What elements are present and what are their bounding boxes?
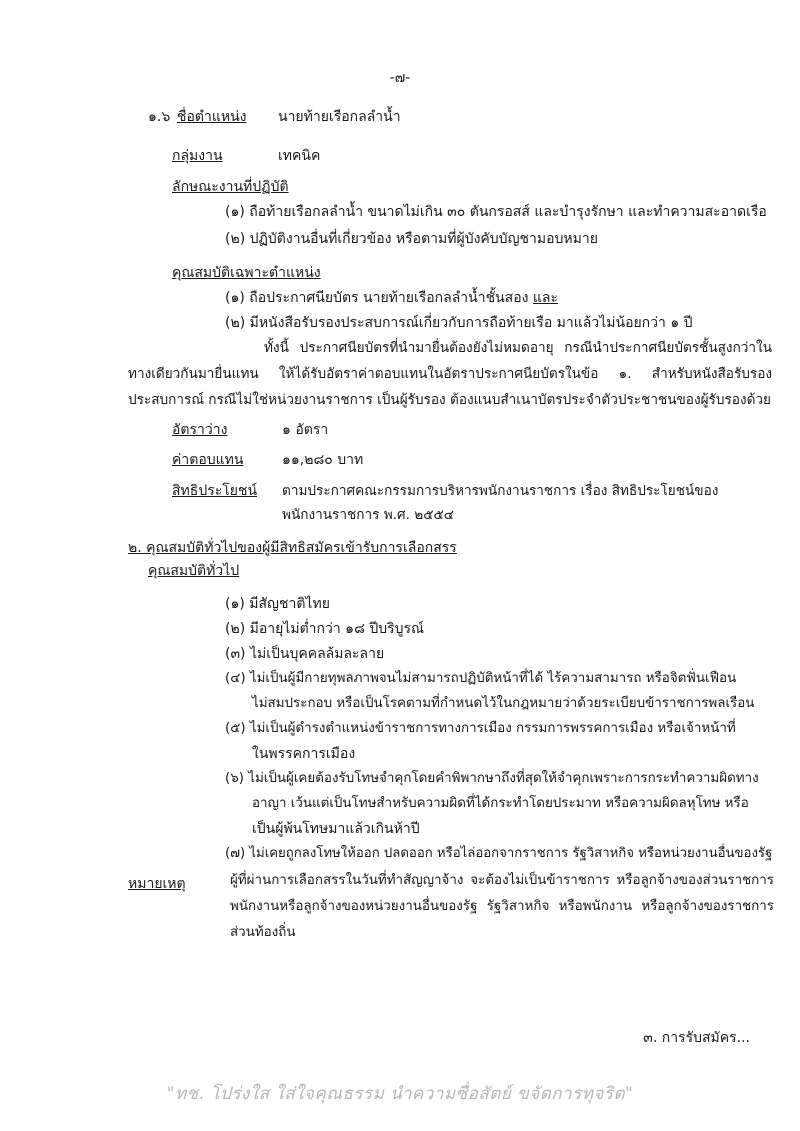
qualification-item: (๒) มีหนังสือรับรองประสบการณ์เกี่ยวกับการถือท้ายเรือ มาแล้วไม่น้อยกว่า ๑ ปี — [225, 315, 693, 331]
qualification-item — [225, 288, 558, 308]
general-qual-item: อาญา เว้นแต่เป็นโทษสำหรับความผิดที่ได้กระทำโดยประมาท หรือความผิดลหุโทษ หรือ — [252, 796, 749, 811]
pay-label: ค่าตอบแทน — [172, 452, 244, 468]
continuation-text: ๓. การรับสมัคร... — [643, 1030, 750, 1046]
section2-subheading: คุณสมบัติทั่วไป — [148, 563, 240, 579]
general-qual-item: (๔) ไม่เป็นผู้มีกายทุพลภาพจนไม่สามารถปฏิบัติหน้าที่ได้ ไร้ความสามารถ หรือจิตฟั่นเฟือน — [225, 671, 737, 686]
duty-item: (๑) ถือท้ายเรือกลลำน้ำ ขนาดไม่เกิน ๓๐ ตันกรอสส์ และบำรุงรักษา และทำความสะอาดเรือ — [225, 204, 767, 220]
pay-value: ๑๑,๒๘๐ บาท — [282, 452, 364, 468]
general-qual-item: (๑) มีสัญชาติไทย — [225, 596, 330, 612]
position-name-label: ชื่อตำแหน่ง — [177, 109, 247, 125]
general-qual-item: (๒) มีอายุไม่ต่ำกว่า ๑๘ ปีบริบูรณ์ — [225, 621, 425, 637]
duty-item: (๒) ปฏิบัติงานอื่นที่เกี่ยวข้อง หรือตามที่ผู้บังคับบัญชามอบหมาย — [225, 231, 598, 247]
general-qual-item: เป็นผู้พ้นโทษมาแล้วเกินห้าปี — [252, 821, 420, 837]
general-qual-item: (๕) ไม่เป็นผู้ดำรงตำแหน่งข้าราชการทางการเมือง กรรมการพรรคการเมือง หรือเจ้าหน้าที่ — [225, 721, 736, 736]
general-qual-item: ในพรรคการเมือง — [252, 746, 356, 762]
general-qual-item: (๖) ไม่เป็นผู้เคยต้องรับโทษจำคุกโดยคำพิพากษาถึงที่สุดให้จำคุกเพราะการกระทำความผิดทาง — [225, 771, 759, 786]
qualifications-heading: คุณสมบัติเฉพาะตำแหน่ง — [172, 265, 321, 281]
vacancy-label: อัตราว่าง — [172, 422, 228, 438]
qualification-note: ทั้งนี้ ประกาศนียบัตรที่นำมายื่นต้องยังไม่หมดอายุ กรณีนำประกาศนียบัตรชั้นสูงกว่าในทางเดียวกันมายื่นแทน ให้ได้รับอัตราค่าตอบแทนในอัตราประกาศนียบัตรในข้อ ๑. สำหรับหนังสือรับรองประสบการณ์ กรณีไม่ใช่หน่วยงานราชการ เป็นผู้รับรอง ต้องแนบสำเนาบัตรประจำตัวประชาชนของผู้รับรองด้วย — [128, 340, 772, 408]
qualification-text: (๑) ถือประกาศนียบัตร นายท้ายเรือกลลำน้ำชั้นสอง — [225, 290, 529, 306]
footer-motto: "ทช. โปร่งใส ใส่ใจคุณธรรม นำความซื่อสัตย์ ขจัดการทุจริต" — [166, 1084, 634, 1104]
duties-heading: ลักษณะงานที่ปฏิบัติ — [172, 179, 289, 195]
remark-label: หมายเหตุ — [128, 876, 186, 892]
benefit-label: สิทธิประโยชน์ — [172, 483, 258, 499]
group-value: เทคนิค — [278, 148, 321, 164]
position-number: ๑.๖ — [148, 109, 171, 125]
general-qual-item: ไม่สมประกอบ หรือเป็นโรคตามที่กำหนดไว้ในกฎหมายว่าด้วยระเบียบข้าราชการพลเรือน — [252, 696, 755, 711]
group-label: กลุ่มงาน — [172, 148, 223, 164]
benefit-line: ตามประกาศคณะกรรมการบริหารพนักงานราชการ เรื่อง สิทธิประโยชน์ของ — [282, 483, 719, 499]
qualification-and: และ — [532, 290, 559, 306]
general-qual-item: (๗) ไม่เคยถูกลงโทษให้ออก ปลดออก หรือไล่ออกจากราชการ รัฐวิสาหกิจ หรือหน่วยงานอื่นของรัฐ — [225, 846, 773, 861]
section2-heading: ๒. คุณสมบัติทั่วไปของผู้มีสิทธิสมัครเข้ารับการเลือกสรร — [128, 540, 457, 556]
page-number: -๗- — [389, 70, 411, 86]
general-qual-item: (๓) ไม่เป็นบุคคลล้มละลาย — [225, 646, 385, 662]
remark-text: ผู้ที่ผ่านการเลือกสรรในวันที่ทำสัญญาจ้าง จะต้องไม่เป็นข้าราชการ หรือลูกจ้างของส่วนราชการ พนักงานหรือลูกจ้างของหน่วยงานอื่นของรัฐ รัฐวิสาหกิจ หรือพนักงาน หรือลูกจ้างของราชการส่วนท้องถิ่น — [230, 873, 774, 940]
position-name-value: นายท้ายเรือกลลำน้ำ — [278, 109, 401, 125]
benefit-line: พนักงานราชการ พ.ศ. ๒๕๕๔ — [282, 507, 455, 523]
vacancy-value: ๑ อัตรา — [282, 422, 329, 438]
